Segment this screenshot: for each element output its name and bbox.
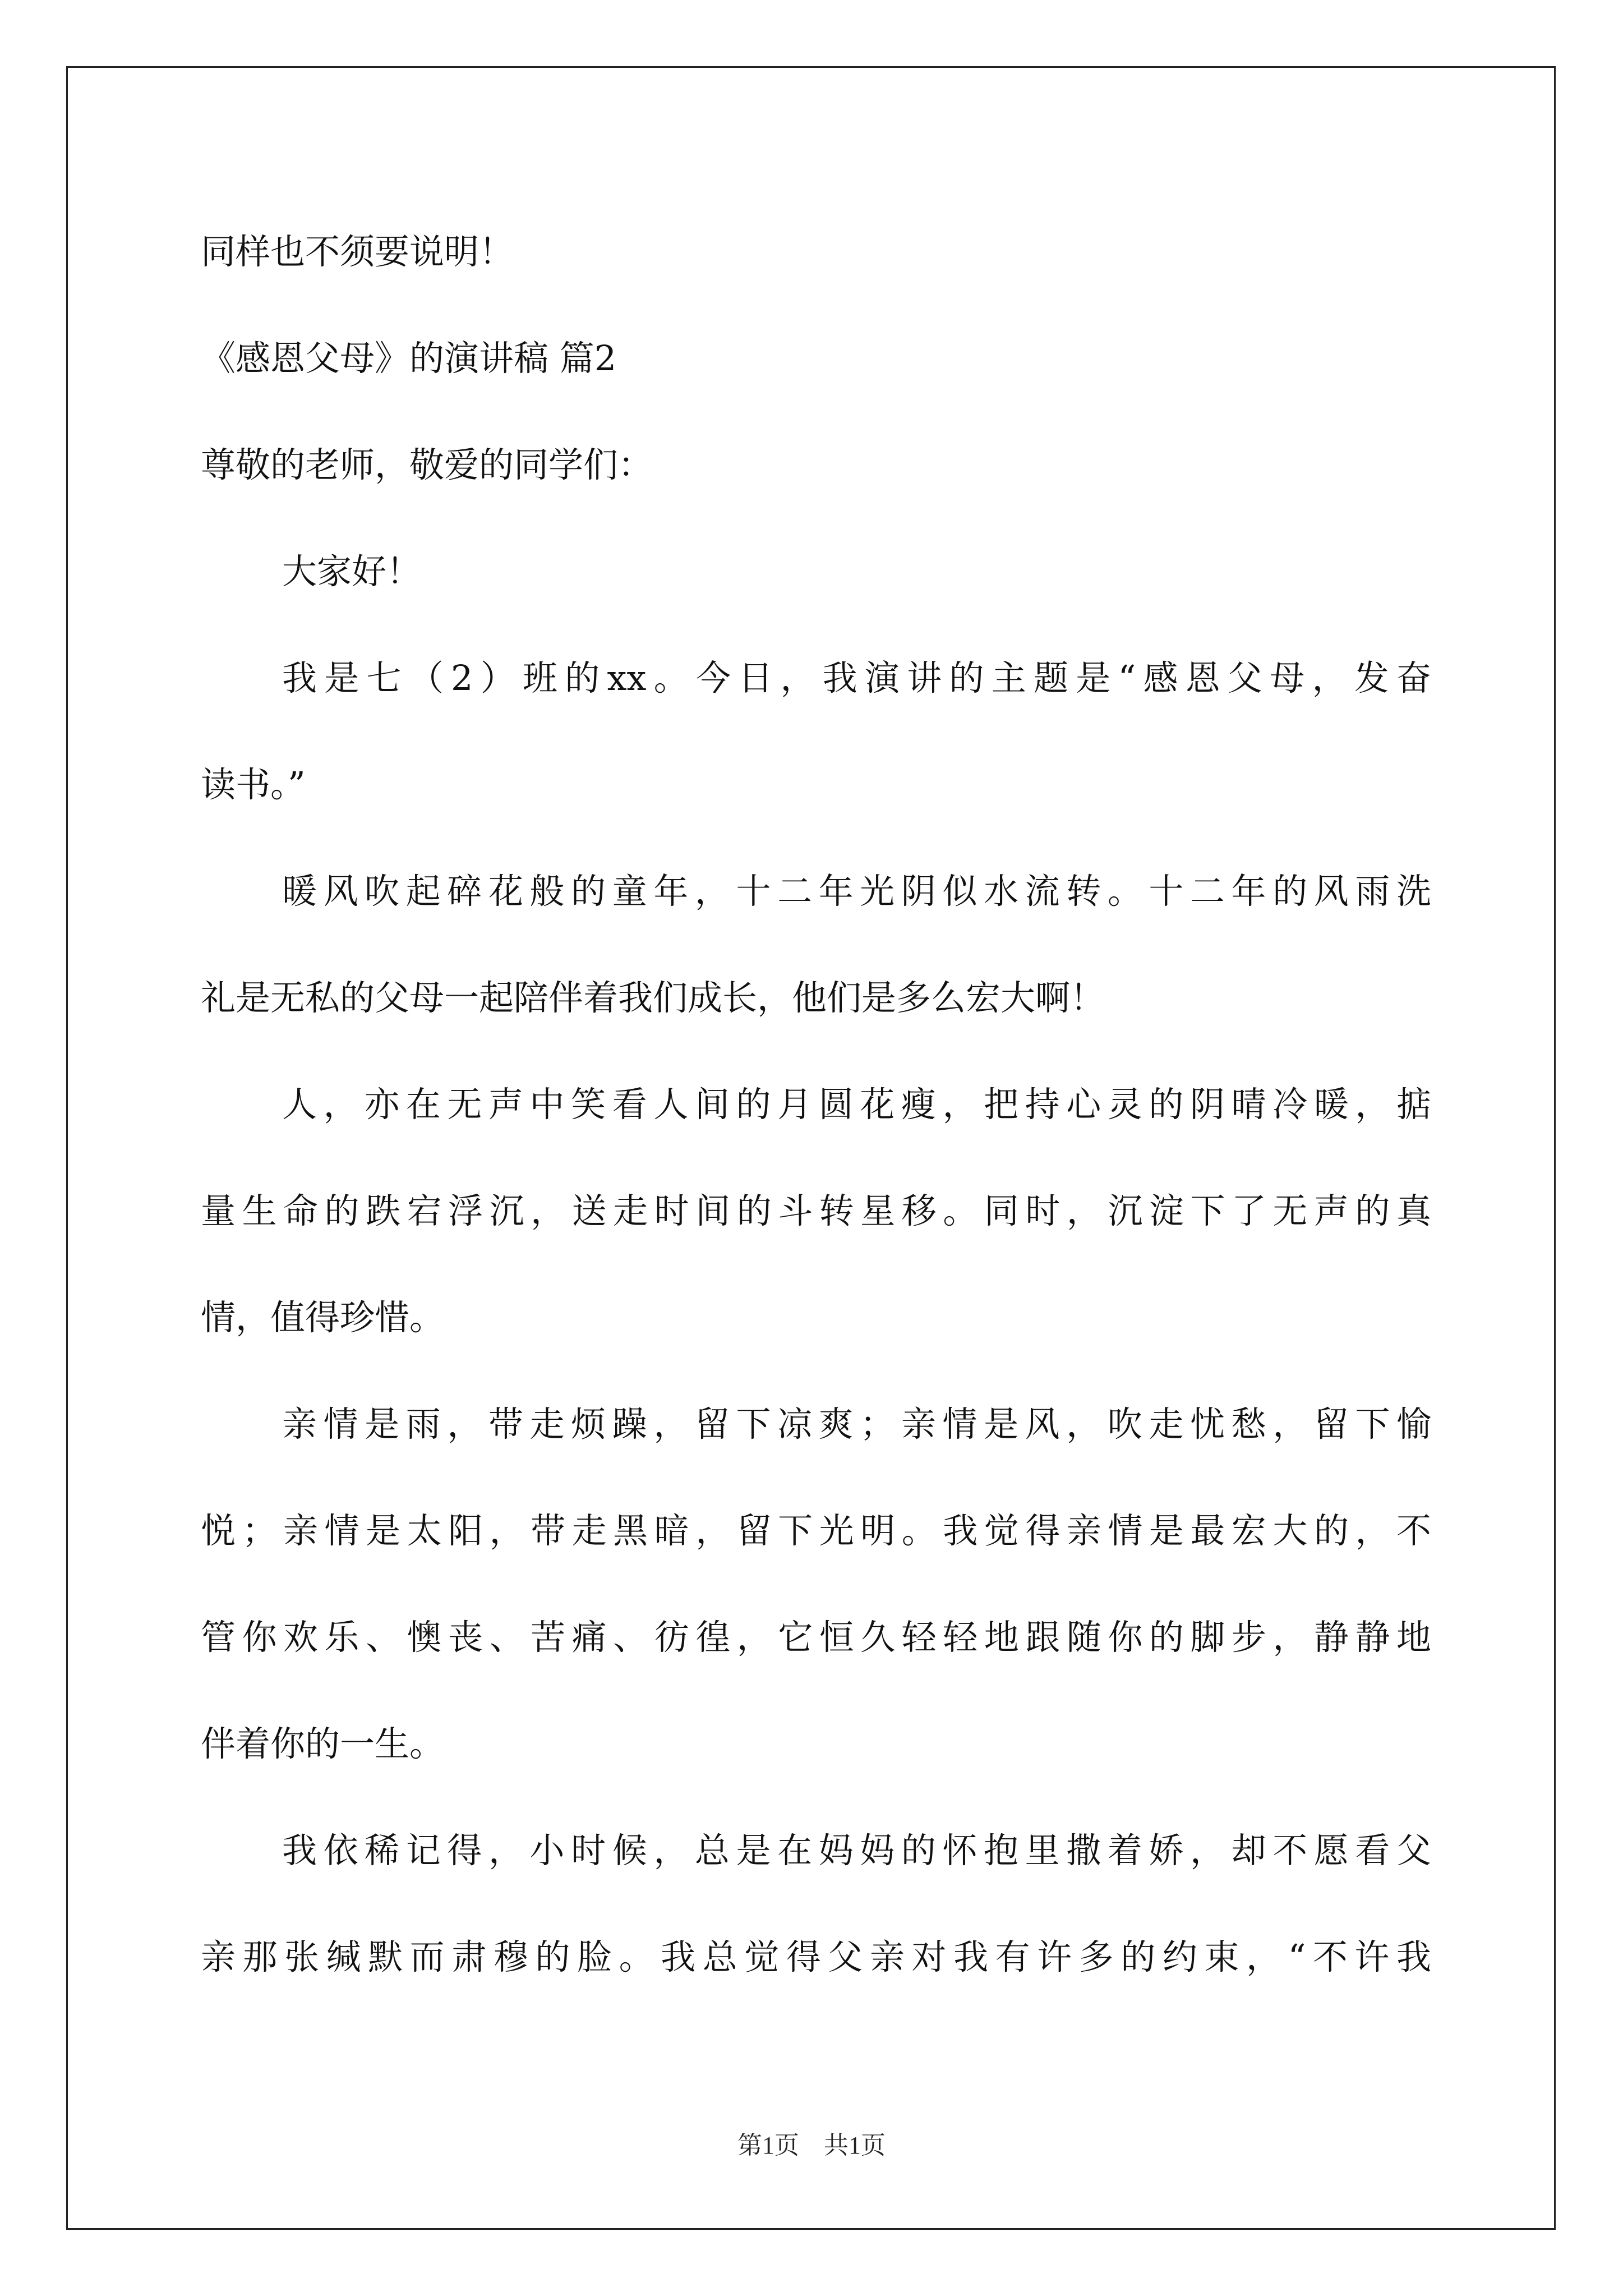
text-line: 悦；亲情是太阳，带走黑暗，留下光明。我觉得亲情是最宏大的，不 [201,1510,1431,1551]
text-line: 暖风吹起碎花般的童年，十二年光阴似水流转。十二年的风雨洗 [282,871,1431,912]
text-line: 伴着你的一生。 [201,1723,445,1764]
salutation: 尊敬的老师，敬爱的同学们： [201,444,653,485]
text-line: 同样也不须要说明！ [201,231,514,272]
text-line: 亲情是雨，带走烦躁，留下凉爽；亲情是风，吹走忧愁，留下愉 [282,1404,1431,1444]
text-line: 我依稀记得，小时候，总是在妈妈的怀抱里撒着娇，却不愿看父 [282,1830,1431,1871]
text-line: 情，值得珍惜。 [201,1297,445,1338]
section-heading: 《感恩父母》的演讲稿 篇2 [201,338,617,379]
page-frame [66,66,1556,2230]
greeting: 大家好！ [282,551,422,592]
page-number-footer: 第1页 共1页 [737,2132,886,2159]
text-line: 亲那张缄默而肃穆的脸。我总觉得父亲对我有许多的约束，“不许我 [201,1936,1431,1977]
text-line: 我是七（2）班的xx。今日，我演讲的主题是“感恩父母，发奋 [282,657,1431,698]
text-line: 量生命的跌宕浮沉，送走时间的斗转星移。同时，沉淀下了无声的真 [201,1190,1431,1231]
text-line: 读书。” [201,764,306,805]
text-line: 人，亦在无声中笑看人间的月圆花瘦，把持心灵的阴晴冷暖，掂 [282,1084,1431,1125]
text-line: 礼是无私的父母一起陪伴着我们成长，他们是多么宏大啊！ [201,977,1105,1018]
text-line: 管你欢乐、懊丧、苦痛、彷徨，它恒久轻轻地跟随你的脚步，静静地 [201,1617,1431,1658]
